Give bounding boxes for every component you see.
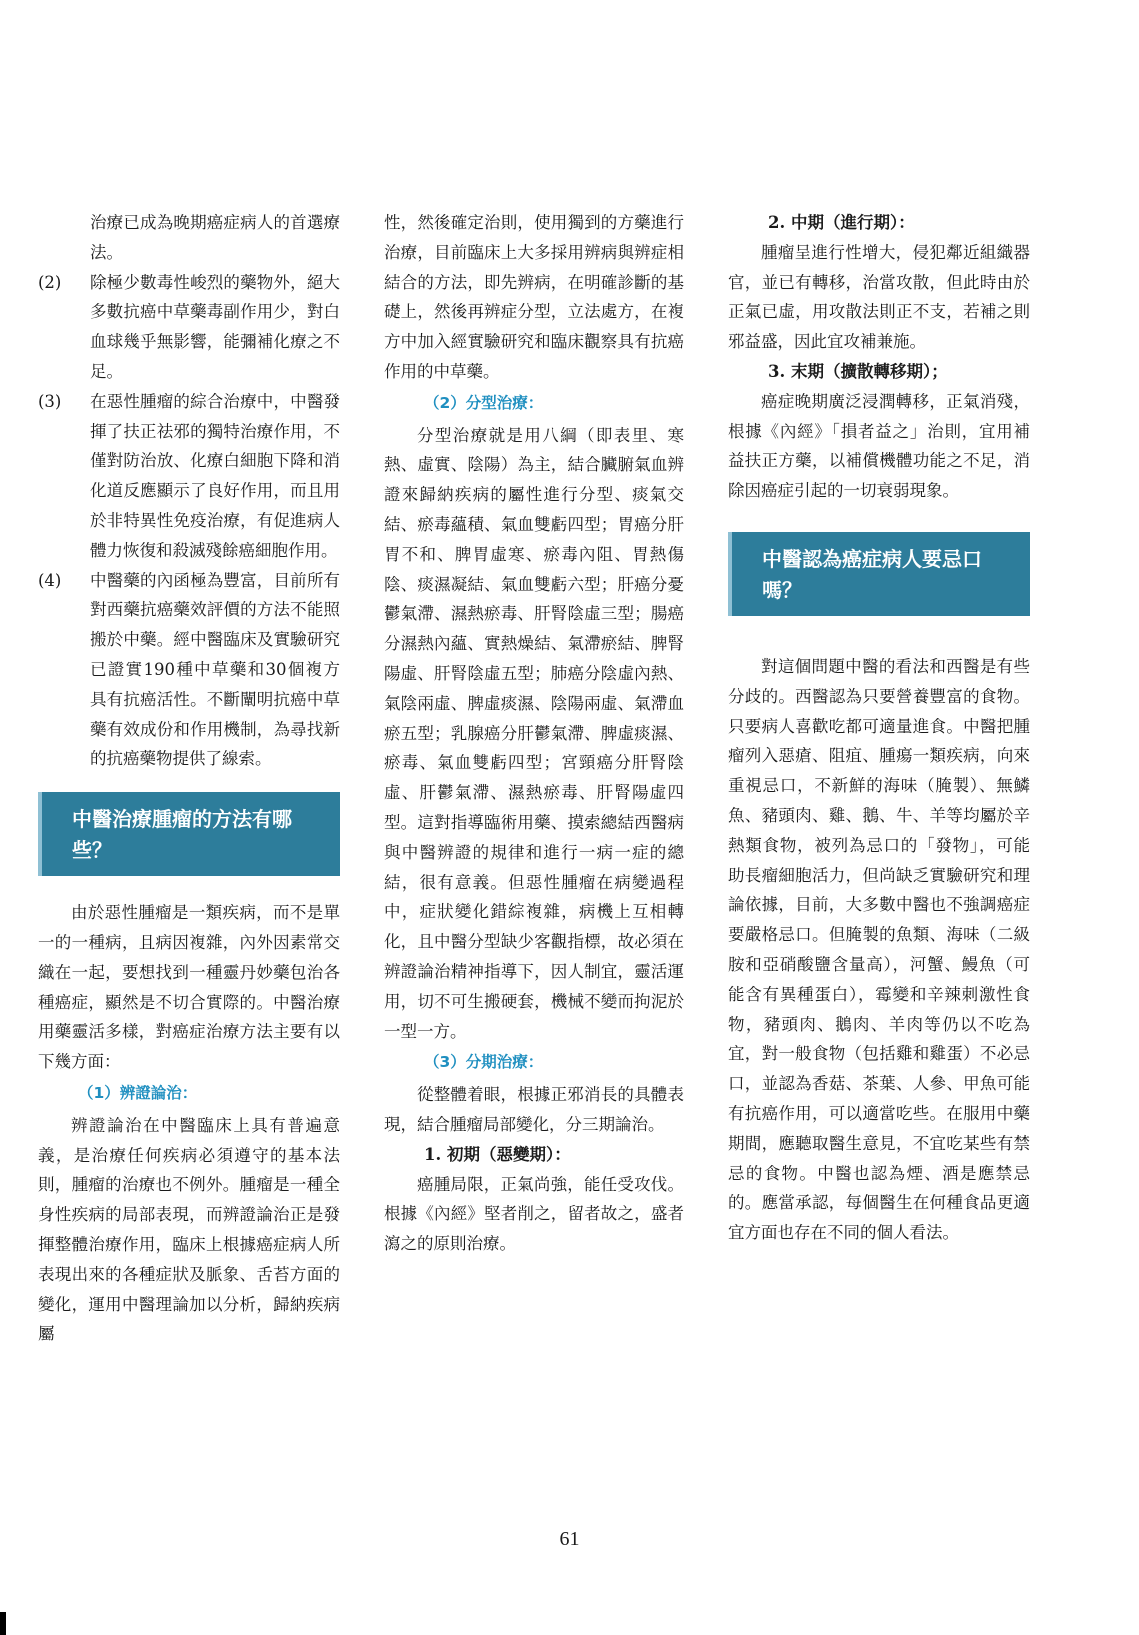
list-item-number: (2) <box>38 272 62 292</box>
list-item-text: 除極少數毒性峻烈的藥物外，絕大多數抗癌中草藥毒副作用少，對白血球幾乎無影響，能彌補化療之不足。 <box>90 272 340 381</box>
paragraph: 從整體着眼，根據正邪消長的具體表現，結合腫瘤局部變化，分三期論治。 <box>384 1085 684 1134</box>
paragraph: 癌症晚期廣泛浸潤轉移，正氣消殘，根據《內經》「損者益之」治則，宜用補益扶正方藥，以補償機體功能之不足，消除因癌症引起的一切衰弱現象。 <box>728 391 1030 501</box>
subheading: （2）分型治療： <box>424 393 544 412</box>
paragraph: 癌腫局限，正氣尚強，能任受攻伐。根據《內經》堅者削之，留者故之，盛者瀉之的原則治療。 <box>384 1174 684 1254</box>
column-1 <box>38 208 340 1349</box>
stage-heading: 2. 中期（進行期）： <box>768 213 915 232</box>
list-item-number: (4) <box>38 570 62 590</box>
subheading: （3）分期治療： <box>424 1053 544 1072</box>
stage-heading: 1. 初期（惡變期）： <box>424 1144 571 1164</box>
column-3 <box>728 208 1030 1248</box>
list-item-text: 在惡性腫瘤的綜合治療中，中醫發揮了扶正祛邪的獨特治療作用，不僅對防治放、化療白細胞下降和消化道反應顯示了良好作用，而且用於非特異性免疫治療，有促進病人體力恢復和殺滅殘餘癌細胞作用。 <box>90 391 340 560</box>
column-2 <box>384 208 684 1259</box>
list-item-number: (3) <box>38 391 62 411</box>
section-heading: 中醫認為癌症病人要忌口嗎？ <box>728 532 1030 616</box>
paragraph: 分型治療就是用八綱（即表里、寒熱、虛實、陰陽）為主，結合臟腑氣血辨證來歸納疾病的屬性進行分型、痰氣交結、瘀毒蘊積、氣血雙虧四型；胃癌分肝胃不和、脾胃虛寒、瘀毒內阻、胃熱傷陰、痰濕凝結、氣血雙虧六型；肝癌分憂鬱氣滯、濕熱瘀毒、肝腎陰虛三型；腸癌分濕熱內蘊、實熱燥結、氣滯瘀結、脾腎陽虛、肝腎陰虛五型；肺癌分陰虛內熱、氣陰兩虛、脾虛痰濕、陰陽兩虛、氣滯血瘀五型；乳腺癌分肝鬱氣滯、脾虛痰濕、瘀毒、氣血雙虧四型；宮頸癌分肝腎陰虛、肝鬱氣滯、濕熱瘀毒、肝腎陽虛四型。這對指導臨術用藥、摸索總結西醫病與中醫辨證的規律和進行一病一症的總結，很有意義。但惡性腫瘤在病變過程中，症狀變化錯綜複雜，病機上互相轉化，且中醫分型缺少客觀指標，故必須在辨證論治精神指導下，因人制宜，靈活運用，切不可生搬硬套，機械不變而拘泥於一型一方。 <box>384 425 684 1041</box>
scan-mark <box>0 1612 6 1635</box>
paragraph: 腫瘤呈進行性增大，侵犯鄰近組織器官，並已有轉移，治當攻散，但此時由於正氣已虛，用攻散法則正不支，若補之則邪益盛，因此宜攻補兼施。 <box>728 242 1030 352</box>
list-item <box>38 566 340 775</box>
paragraph: 性，然後確定治則，使用獨到的方藥進行治療，目前臨床上大多採用辨病與辨症相結合的方法，即先辨病，在明確診斷的基礎上，然後再辨症分型，立法處方，在複方中加入經實驗研究和臨床觀察具有抗癌作用的中草藥。 <box>384 213 684 381</box>
list-item <box>38 208 340 268</box>
paragraph: 對這個問題中醫的看法和西醫是有些分歧的。西醫認為只要營養豐富的食物。只要病人喜歡吃都可適量進食。中醫把腫瘤列入惡瘡、阻疽、腫瘍一類疾病，向來重視忌口，不新鮮的海味（腌製）、無鱗魚、豬頭肉、雞、鵝、牛、羊等均屬於辛熱類食物，被列為忌口的「發物」，可能助長瘤細胞活力，但尚缺乏實驗研究和理論依據，目前，大多數中醫也不強調癌症要嚴格忌口。但腌製的魚類、海味（二級胺和亞硝酸鹽含量高），河蟹、鰻魚（可能含有異種蛋白），霉變和辛辣刺激性食物，豬頭肉、鵝肉、羊肉等仍以不吃為宜，對一般食物（包括雞和雞蛋）不必忌口，並認為香菇、茶葉、人參、甲魚可能有抗癌作用，可以適當吃些。在服用中藥期間，應聽取醫生意見，不宜吃某些有禁忌的食物。中醫也認為煙、酒是應禁忌的。應當承認，每個醫生在何種食品更適宜方面也存在不同的個人看法。 <box>728 656 1030 1243</box>
page-number: 61 <box>559 1528 580 1550</box>
section-heading: 中醫治療腫瘤的方法有哪些？ <box>38 792 340 876</box>
list-item <box>38 268 340 387</box>
subheading: （1）辨證論治： <box>78 1083 198 1102</box>
stage-heading: 3. 末期（擴散轉移期）； <box>768 361 948 381</box>
paragraph: 辨證論治在中醫臨床上具有普遍意義，是治療任何疾病必須遵守的基本法則，腫瘤的治療也不例外。腫瘤是一種全身性疾病的局部表現，而辨證論治正是發揮整體治療作用，臨床上根據癌症病人所表現出來的各種症狀及脈象、舌苔方面的變化，運用中醫理論加以分析，歸納疾病屬 <box>38 1115 340 1344</box>
list-item-text: 中醫藥的內函極為豐富，目前所有對西藥抗癌藥效評價的方法不能照搬於中藥。經中醫臨床及實驗研究已證實190種中草藥和30個複方具有抗癌活性。不斷闡明抗癌中草藥有效成份和作用機制，為尋找新的抗癌藥物提供了線索。 <box>90 570 340 769</box>
list-item <box>38 387 340 566</box>
list-item-text: 治療已成為晚期癌症病人的首選療法。 <box>90 213 340 262</box>
paragraph: 由於惡性腫瘤是一類疾病，而不是單一的一種病，且病因複雜，內外因素常交織在一起，要想找到一種靈丹妙藥包治各種癌症，顯然是不切合實際的。中醫治療用藥靈活多樣，對癌症治療方法主要有以下幾方面： <box>38 903 340 1072</box>
